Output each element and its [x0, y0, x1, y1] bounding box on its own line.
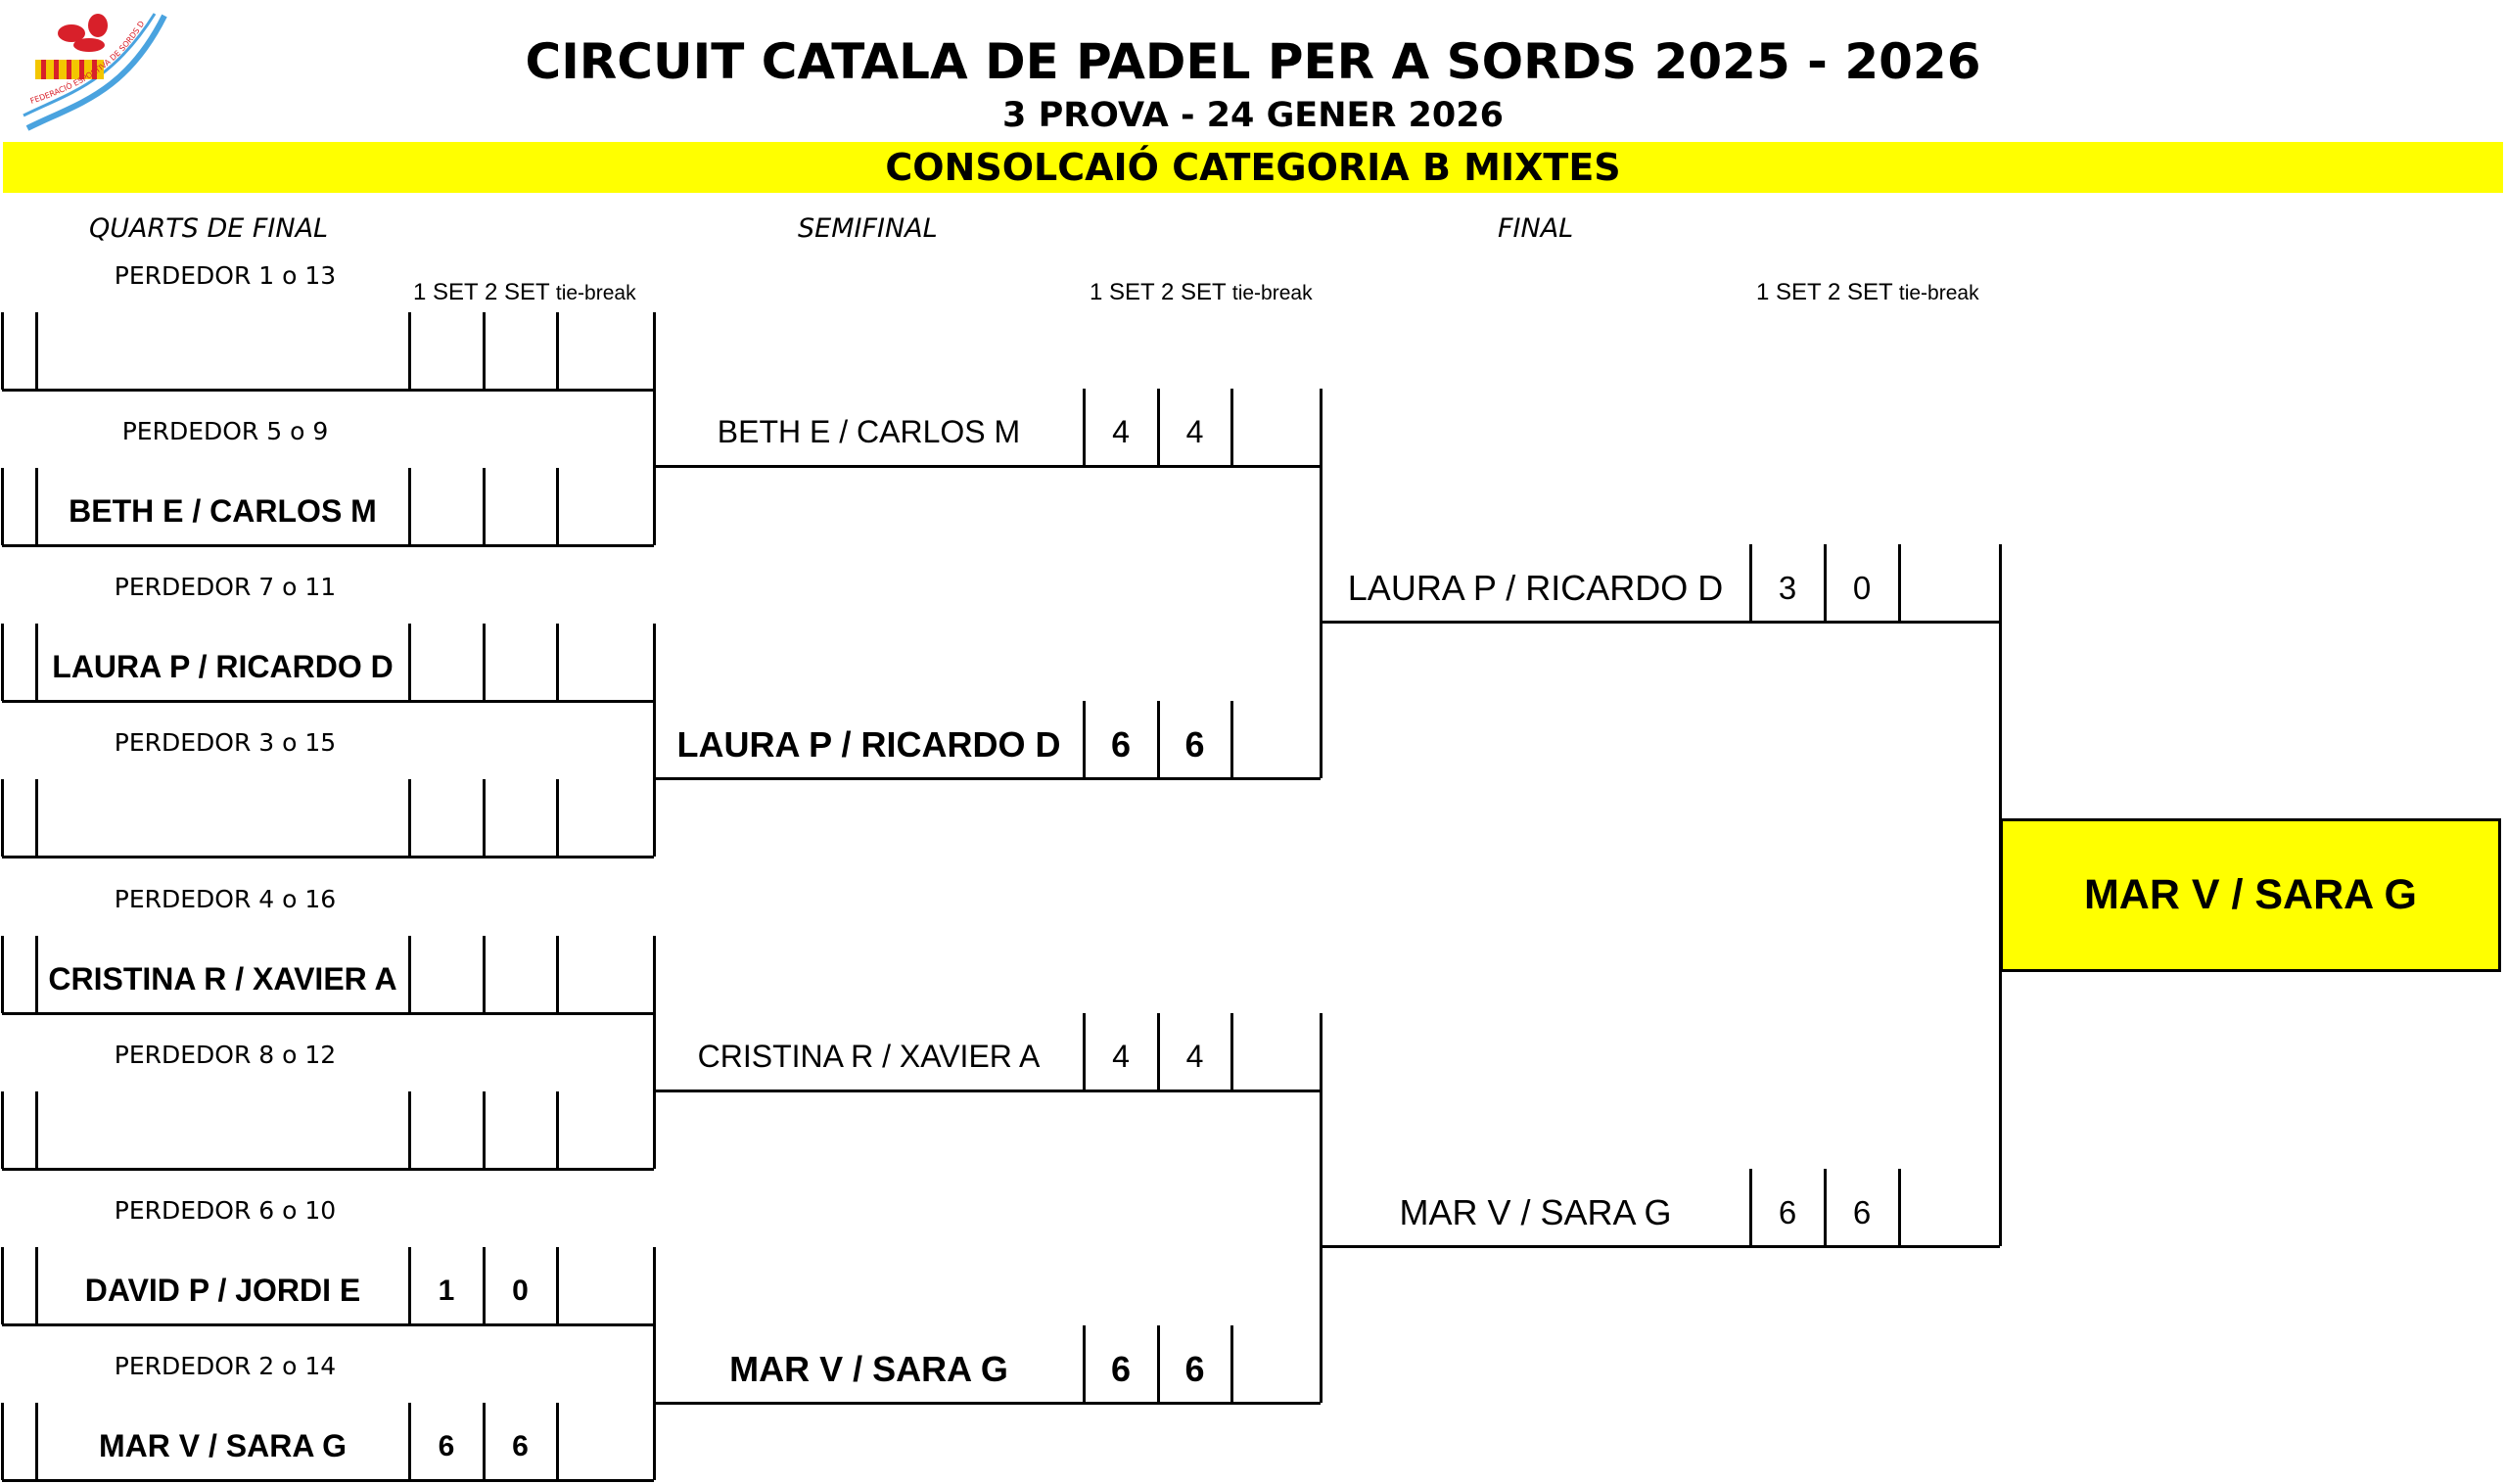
quarter-left-edge [1, 1403, 4, 1480]
semi-score-s1: 6 [1110, 724, 1132, 765]
champion-box [2000, 818, 2501, 972]
semi-score-s2: 4 [1185, 1039, 1204, 1074]
quarter-score-s1 [409, 322, 484, 390]
quarter-score-tb [557, 1257, 654, 1324]
quarter-slot-label: PERDEDOR 7 o 11 [114, 573, 337, 601]
quarter-slot-label: PERDEDOR 2 o 14 [114, 1352, 337, 1380]
quarter-score-tb [557, 1413, 654, 1480]
set2-header: 2 SET [484, 279, 550, 305]
page-title: CIRCUIT CATALA DE PADEL PER A SORDS 2025 - 2026 [525, 33, 1981, 90]
quarter-score-s2 [484, 789, 557, 857]
round-label-semis: SEMIFINAL [798, 213, 938, 244]
quarter-score-tb [557, 478, 654, 545]
semi-score-tb [1231, 1023, 1321, 1090]
set2-header: 2 SET [1160, 279, 1227, 305]
quarter-left-edge [1, 936, 4, 1013]
quarter-score-s2: 6 [512, 1430, 529, 1462]
quarter-score-s2: 0 [512, 1275, 529, 1307]
quarter-score-s2 [484, 946, 557, 1013]
quarter-left-edge [1, 312, 4, 390]
semi-score-s1: 6 [1110, 1349, 1132, 1389]
quarter-slot-label: PERDEDOR 6 o 10 [114, 1196, 337, 1225]
quarter-slot-label: PERDEDOR 1 o 13 [114, 261, 337, 290]
semi-score-s2: 6 [1184, 1349, 1205, 1389]
quarter-team-name: CRISTINA R / XAVIER A [48, 961, 397, 997]
set2-header: 2 SET [1827, 279, 1893, 305]
final-score-s1: 3 [1778, 570, 1797, 606]
quarter-team-name [36, 1101, 409, 1169]
final-score-tb [1899, 554, 2000, 622]
tiebreak-header: tie-break [1231, 282, 1313, 304]
page-subtitle: 3 PROVA - 24 GENER 2026 [1002, 96, 1504, 135]
quarter-score-s1: 6 [438, 1430, 455, 1462]
quarter-left-edge [1, 624, 4, 701]
tiebreak-header: tie-break [1898, 282, 1979, 304]
final-team-name: MAR V / SARA G [1399, 1192, 1672, 1232]
quarter-score-s1 [409, 478, 484, 545]
quarter-left-edge [1, 1091, 4, 1169]
semi-score-s1: 4 [1112, 414, 1130, 449]
quarter-score-tb [557, 633, 654, 701]
quarter-score-s1 [409, 946, 484, 1013]
semi-team-name: MAR V / SARA G [729, 1349, 1008, 1389]
quarter-score-tb [557, 789, 654, 857]
quarter-left-edge [1, 779, 4, 857]
semi-score-tb [1231, 398, 1321, 466]
quarter-left-edge [1, 1247, 4, 1324]
final-score-s2: 6 [1852, 1194, 1872, 1230]
logo-text: FEDERACIÓ ESPORTIVA DE SORDS D [28, 19, 147, 106]
semi-score-tb [1231, 711, 1321, 778]
quarter-team-name [36, 789, 409, 857]
quarter-team-name: BETH E / CARLOS M [69, 493, 377, 529]
quarter-score-s1 [409, 1101, 484, 1169]
quarter-slot-label: PERDEDOR 5 o 9 [121, 417, 329, 445]
semi-team-name: LAURA P / RICARDO D [676, 724, 1061, 765]
final-score-s2: 0 [1852, 570, 1872, 606]
round-label-quarters: QUARTS DE FINAL [89, 213, 329, 244]
quarter-score-tb [557, 1101, 654, 1169]
quarter-score-s1 [409, 633, 484, 701]
set1-header: 1 SET [1756, 279, 1822, 305]
semi-score-s2: 6 [1184, 724, 1205, 765]
quarter-score-s2 [484, 478, 557, 545]
quarter-team-name: MAR V / SARA G [98, 1428, 348, 1463]
set1-header: 1 SET [1090, 279, 1155, 305]
round-label-final: FINAL [1498, 213, 1574, 244]
quarter-score-s1 [409, 789, 484, 857]
semi-team-name: CRISTINA R / XAVIER A [697, 1039, 1041, 1074]
quarter-slot-label: PERDEDOR 8 o 12 [114, 1041, 337, 1069]
semi-score-tb [1231, 1335, 1321, 1403]
set1-header: 1 SET [413, 279, 479, 305]
champion-name: MAR V / SARA G [2083, 871, 2418, 918]
quarter-team-name: LAURA P / RICARDO D [52, 649, 394, 684]
quarter-score-tb [557, 322, 654, 390]
quarter-slot-label: PERDEDOR 3 o 15 [114, 728, 337, 757]
final-team-name: LAURA P / RICARDO D [1347, 568, 1724, 608]
quarter-team-name [36, 322, 409, 390]
semi-team-name: BETH E / CARLOS M [717, 414, 1021, 449]
quarter-left-edge [1, 468, 4, 545]
quarter-score-s2 [484, 1101, 557, 1169]
quarter-score-s2 [484, 633, 557, 701]
semi-score-s1: 4 [1112, 1039, 1130, 1074]
quarter-score-tb [557, 946, 654, 1013]
category-title: CONSOLCAIÓ CATEGORIA B MIXTES [885, 146, 1621, 189]
quarter-slot-label: PERDEDOR 4 o 16 [114, 885, 337, 913]
quarter-score-s2 [484, 322, 557, 390]
tiebreak-header: tie-break [555, 282, 636, 304]
final-score-s1: 6 [1778, 1194, 1797, 1230]
quarter-score-s1: 1 [438, 1275, 455, 1307]
final-score-tb [1899, 1179, 2000, 1246]
semi-score-s2: 4 [1185, 414, 1204, 449]
quarter-team-name: DAVID P / JORDI E [84, 1273, 361, 1308]
